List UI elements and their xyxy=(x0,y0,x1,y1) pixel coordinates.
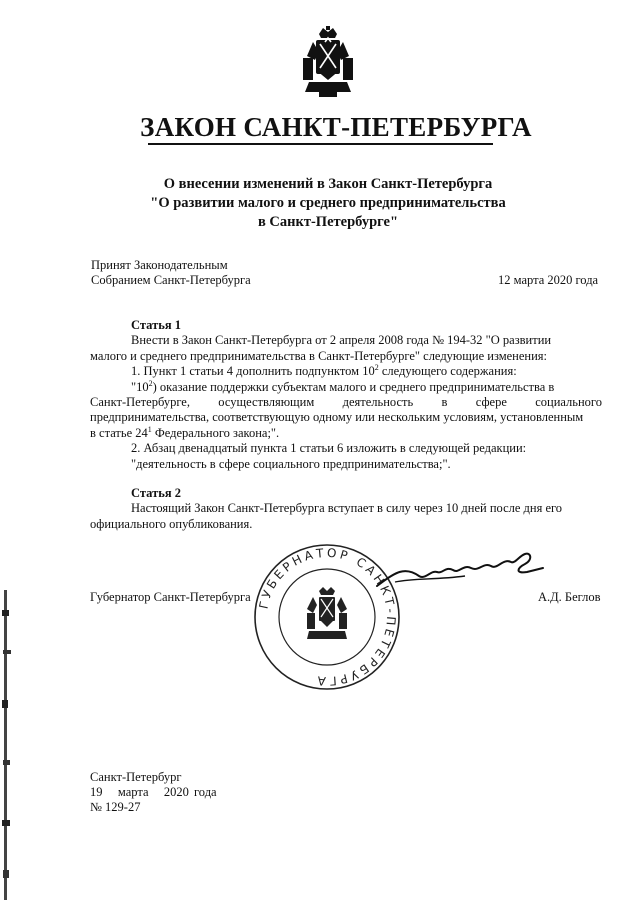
governor-name: А.Д. Беглов xyxy=(538,590,601,604)
article-1-item-2-quote: "деятельность в сфере социального предпринимательства;". xyxy=(131,456,451,471)
article-1 xyxy=(90,318,602,472)
quote-line: предпринимательства, соответствующую одному или нескольким условиям, установленным xyxy=(90,410,584,425)
law-title: ЗАКОН САНКТ-ПЕТЕРБУРГА xyxy=(140,112,532,142)
subject-line: в Санкт-Петербурге" xyxy=(257,214,399,230)
seal-text: ГУБЕРНАТОР САНКТ-ПЕТЕРБУРГА xyxy=(256,545,399,689)
text-line: малого и среднего предпринимательства в Санкт-Петербурге" следующие изменения: xyxy=(90,348,548,363)
article-1-item-2: 2. Абзац двенадцатый пункта 1 статьи 6 изложить в следующей редакции: xyxy=(131,441,527,456)
quote-line: Санкт-Петербурге, осуществляющим деятельность в сфере социального xyxy=(90,395,602,410)
superscript: 2 xyxy=(148,378,153,388)
subject-line: О внесении изменений в Закон Санкт-Петербурга xyxy=(163,176,493,192)
title-underline xyxy=(148,143,493,145)
governor-position: Губернатор Санкт-Петербурга xyxy=(90,590,251,604)
article-2-heading: Статья 2 xyxy=(131,486,181,500)
signing-place: Санкт-Петербург xyxy=(90,770,182,784)
quote-line xyxy=(90,380,602,395)
text-fragment: "10 xyxy=(131,379,149,394)
superscript: 2 xyxy=(374,363,379,373)
adoption-line: Собранием Санкт-Петербурга xyxy=(91,273,251,287)
adoption-date: 12 марта 2020 года xyxy=(498,273,599,287)
scan-edge-artifact xyxy=(2,590,11,900)
quote-line xyxy=(90,426,602,441)
signing-date: 19 марта 2020 года xyxy=(90,785,217,799)
article-1-heading: Статья 1 xyxy=(131,318,181,332)
article-1-intro xyxy=(90,333,602,348)
text-line: Настоящий Закон Санкт-Петербурга вступает в силу через 10 дней после дня его xyxy=(131,501,563,516)
text-line: Внести в Закон Санкт-Петербурга от 2 апреля 2008 года № 194-32 "О развитии xyxy=(131,333,552,348)
subject-line: "О развитии малого и среднего предпринимательства xyxy=(150,195,506,211)
law-subject xyxy=(8,175,640,232)
text-fragment: ) оказание поддержки субъектам малого и среднего предпринимательства в xyxy=(152,379,555,394)
superscript: 1 xyxy=(147,424,152,434)
adoption-info xyxy=(91,258,251,288)
article-2 xyxy=(90,486,602,532)
text-fragment: следующего содержания: xyxy=(378,364,517,379)
handwritten-signature-icon xyxy=(375,552,545,594)
article-1-item-1 xyxy=(90,364,602,379)
text-fragment: Федерального закона;". xyxy=(151,425,280,440)
text-fragment: в статье 24 xyxy=(90,425,148,440)
law-number: № 129-27 xyxy=(90,800,141,814)
adoption-line: Принят Законодательным xyxy=(91,258,228,272)
text-fragment: 1. Пункт 1 статьи 4 дополнить подпунктом 10 xyxy=(131,364,375,379)
coat-of-arms-icon xyxy=(299,26,357,98)
text-line: официального опубликования. xyxy=(90,516,253,531)
